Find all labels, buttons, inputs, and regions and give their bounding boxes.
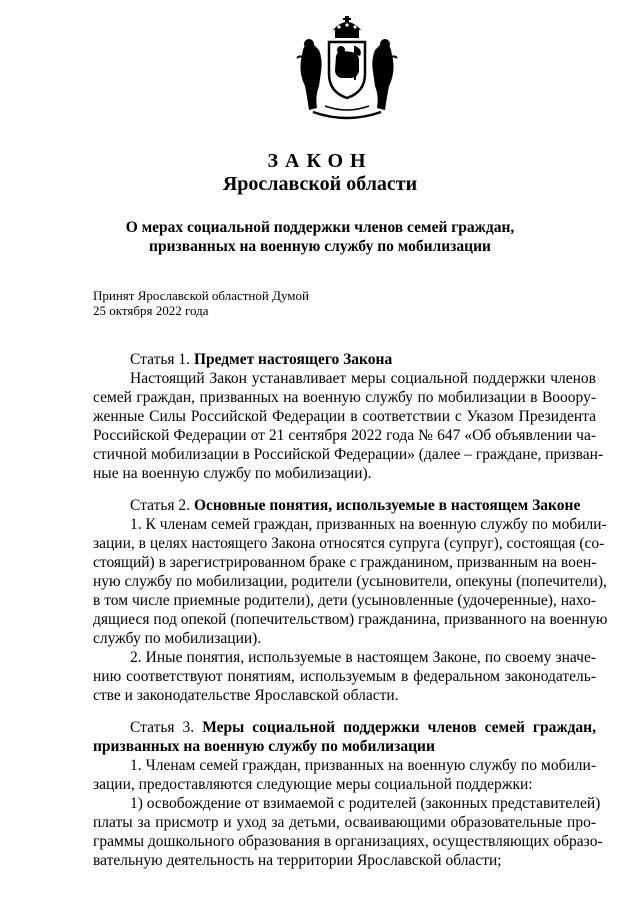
text-line: 2. Иные понятия, используемые в настоящем Законе, по своему значе-: [130, 649, 596, 666]
text-line: граммы дошкольного образования в организациях, осуществляющих образо-: [93, 833, 603, 850]
article-title: Меры социальной поддержки членов семей граждан,: [202, 719, 596, 736]
yaroslavl-coat-of-arms-icon: [289, 16, 405, 126]
text-line: 1. Членам семей граждан, призванных на военную службу по мобили-: [130, 757, 596, 774]
text-line: нию соответствуют понятиям, используемым в федеральном законодатель-: [93, 668, 596, 685]
text-line: стоящий) в зарегистрированном браке с гражданином, призванным на воен-: [93, 554, 597, 571]
text-line: в том числе приемные родители), дети (усыновленные (удочеренные), нахо-: [93, 592, 596, 609]
article-3: [93, 718, 603, 870]
article-number: Статья 3.: [130, 719, 203, 736]
article-title: Предмет настоящего Закона: [193, 351, 393, 368]
text-line: женные Силы Российской Федерации в соответствии с Указом Президента: [93, 408, 596, 425]
law-heading: ЗАКОН: [267, 150, 373, 172]
article-number: Статья 1.: [130, 351, 194, 368]
text-line: ную службу по мобилизации, родители (усыновители, опекуны (попечители),: [93, 573, 607, 590]
text-line: вательную деятельность на территории Ярославской области;: [93, 852, 502, 869]
text-line: стичной мобилизации в Российской Федерации» (далее – граждане, призван-: [93, 446, 604, 463]
text-line: Настоящий Закон устанавливает меры социальной поддержки членов: [130, 370, 596, 387]
article-1: [93, 350, 604, 483]
adoption-note: [93, 288, 309, 318]
text-line: платы за присмотр и уход за детьми, осваивающими образовательные про-: [93, 814, 596, 831]
region-heading: Ярославской области: [222, 173, 418, 195]
article-heading: [93, 718, 596, 737]
adoption-body: Принят Ярославской областной Думой: [93, 288, 309, 303]
article-title: Основные понятия, используемые в настоящем Законе: [193, 497, 581, 514]
text-line: ные на военную службу по мобилизации).: [93, 465, 372, 482]
text-line: 1. К членам семей граждан, призванных на военную службу по мобили-: [130, 516, 607, 533]
article-heading: [93, 496, 596, 515]
text-line: 1) освобождение от взимаемой с родителей (законных представителей): [130, 795, 601, 812]
article-heading: [93, 350, 596, 369]
text-line: стве и законодательстве Ярославской области.: [93, 687, 399, 704]
law-subtitle: [60, 218, 580, 256]
text-line: семей граждан, призванных на военную службу по мобилизации в Вооору-: [93, 389, 596, 406]
adoption-date: 25 октября 2022 года: [93, 303, 209, 318]
text-line: зации, предоставляются следующие меры социальной поддержки:: [93, 776, 533, 793]
article-number: Статья 2.: [130, 497, 194, 514]
subtitle-line: призванных на военную службу по мобилизации: [149, 238, 491, 255]
subtitle-line: О мерах социальной поддержки членов семей граждан,: [125, 219, 515, 236]
law-body: [93, 350, 608, 870]
text-line: Российской Федерации от 21 сентября 2022 года № 647 «Об объявлении ча-: [93, 427, 596, 444]
article-title-continued: призванных на военную службу по мобилизации: [93, 738, 435, 755]
article-2: [93, 496, 608, 705]
text-line: службу по мобилизации).: [93, 630, 262, 647]
text-line: зации, в целях настоящего Закона относятся супруга (супруг), состоящая (со-: [93, 535, 605, 552]
text-line: дящиеся под опекой (попечительством) гражданина, призванного на военную: [93, 611, 608, 628]
